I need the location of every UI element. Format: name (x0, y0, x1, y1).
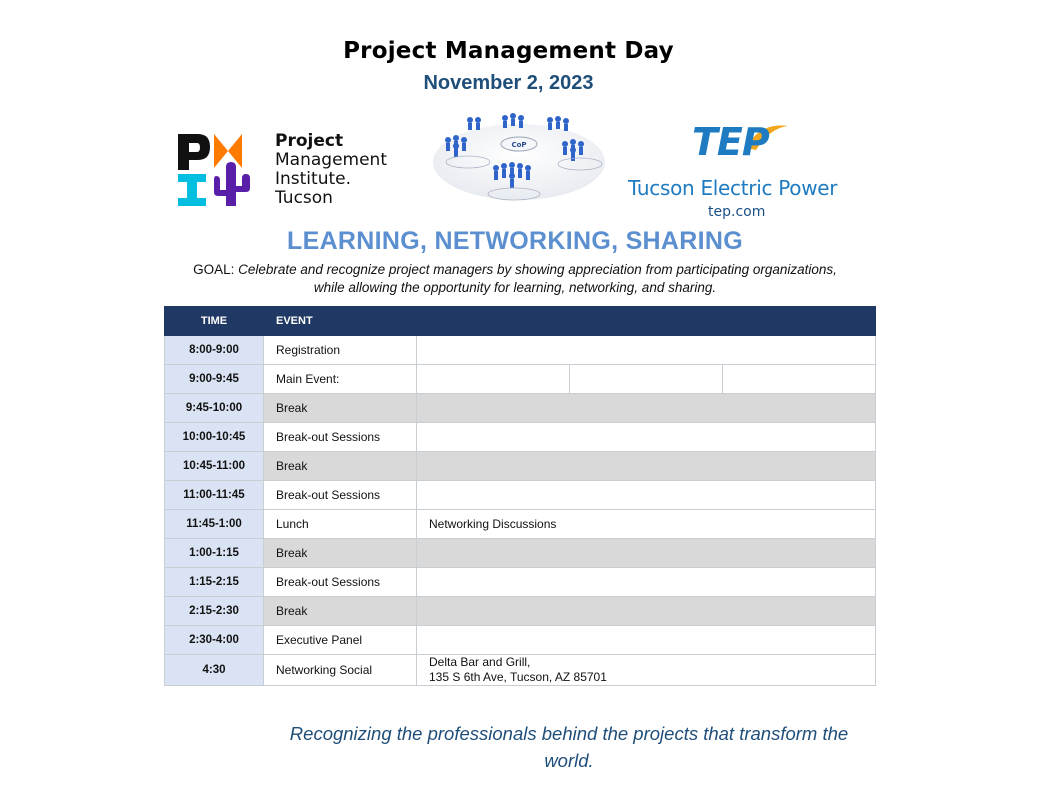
time-cell: 2:15-2:30 (165, 597, 264, 626)
time-cell: 11:45-1:00 (165, 510, 264, 539)
pmi-logo-text-institute: Institute. (275, 169, 352, 189)
page-title: Project Management Day (343, 38, 674, 64)
table-row (165, 481, 876, 510)
pmi-logo-mark-icon (176, 132, 268, 208)
venue-address-cell (417, 655, 876, 686)
time-cell: 8:00-9:00 (165, 336, 264, 365)
footer-line-1: Recognizing the professionals behind the projects that transform the (289, 723, 849, 744)
event-cell: Executive Panel (264, 626, 417, 655)
event-column-header: EVENT (264, 307, 876, 336)
detail-cell (417, 597, 876, 626)
detail-cell (417, 336, 876, 365)
schedule-table (164, 306, 876, 686)
table-header-row (165, 307, 876, 336)
event-cell: Break-out Sessions (264, 568, 417, 597)
table-row (165, 626, 876, 655)
detail-cell (417, 539, 876, 568)
venue-address: 135 S 6th Ave, Tucson, AZ 85701 (429, 670, 607, 684)
event-cell: Main Event: (264, 365, 417, 394)
tep-wordmark: TEP (692, 120, 769, 164)
detail-cell (417, 452, 876, 481)
detail-cell (417, 394, 876, 423)
detail-cell (723, 365, 876, 394)
event-cell: Break-out Sessions (264, 481, 417, 510)
tep-website-link[interactable]: tep.com (708, 204, 766, 220)
pmi-logo-text-project: Project (275, 131, 344, 151)
table-row (165, 655, 876, 686)
table-row (165, 336, 876, 365)
cop-label: CoP (511, 141, 527, 149)
pmi-logo-text-tucson: Tucson (275, 188, 333, 208)
table-row (165, 423, 876, 452)
event-cell: Break (264, 394, 417, 423)
goal-label: GOAL: (193, 262, 239, 277)
time-cell: 1:15-2:15 (165, 568, 264, 597)
detail-cell (417, 423, 876, 452)
event-cell: Break (264, 539, 417, 568)
detail-cell (417, 481, 876, 510)
goal-statement (190, 261, 840, 297)
event-date: November 2, 2023 (423, 72, 594, 94)
pmi-logo-text-management: Management (275, 150, 387, 170)
event-cell: Break (264, 597, 417, 626)
table-row (165, 597, 876, 626)
event-cell: Lunch (264, 510, 417, 539)
footer-line-2: world. (544, 750, 594, 771)
time-cell: 11:00-11:45 (165, 481, 264, 510)
event-cell: Networking Social (264, 655, 417, 686)
table-row (165, 365, 876, 394)
time-cell: 4:30 (165, 655, 264, 686)
time-cell: 1:00-1:15 (165, 539, 264, 568)
table-row (165, 394, 876, 423)
headline: LEARNING, NETWORKING, SHARING (287, 227, 743, 255)
community-of-practice-graphic-icon (430, 112, 608, 204)
pmi-tucson-logo (176, 132, 416, 210)
detail-cell (570, 365, 723, 394)
goal-text: Celebrate and recognize project managers by showing appreciation from participating organizations, while allowing the opportunity for learning, networking, and sharing. (238, 262, 837, 295)
time-cell: 2:30-4:00 (165, 626, 264, 655)
table-row (165, 539, 876, 568)
time-cell: 10:00-10:45 (165, 423, 264, 452)
table-row (165, 510, 876, 539)
tep-logo (626, 120, 856, 225)
detail-cell (417, 568, 876, 597)
time-cell: 9:00-9:45 (165, 365, 264, 394)
venue-name: Delta Bar and Grill, (429, 655, 531, 669)
detail-cell: Networking Discussions (417, 510, 876, 539)
footer-tagline (260, 720, 878, 774)
time-cell: 10:45-11:00 (165, 452, 264, 481)
tep-company-name: Tucson Electric Power (628, 176, 838, 200)
detail-cell (417, 365, 570, 394)
table-row (165, 568, 876, 597)
time-column-header: TIME (165, 307, 264, 336)
time-cell: 9:45-10:00 (165, 394, 264, 423)
event-cell: Registration (264, 336, 417, 365)
table-row (165, 452, 876, 481)
detail-cell (417, 626, 876, 655)
event-cell: Break (264, 452, 417, 481)
event-cell: Break-out Sessions (264, 423, 417, 452)
